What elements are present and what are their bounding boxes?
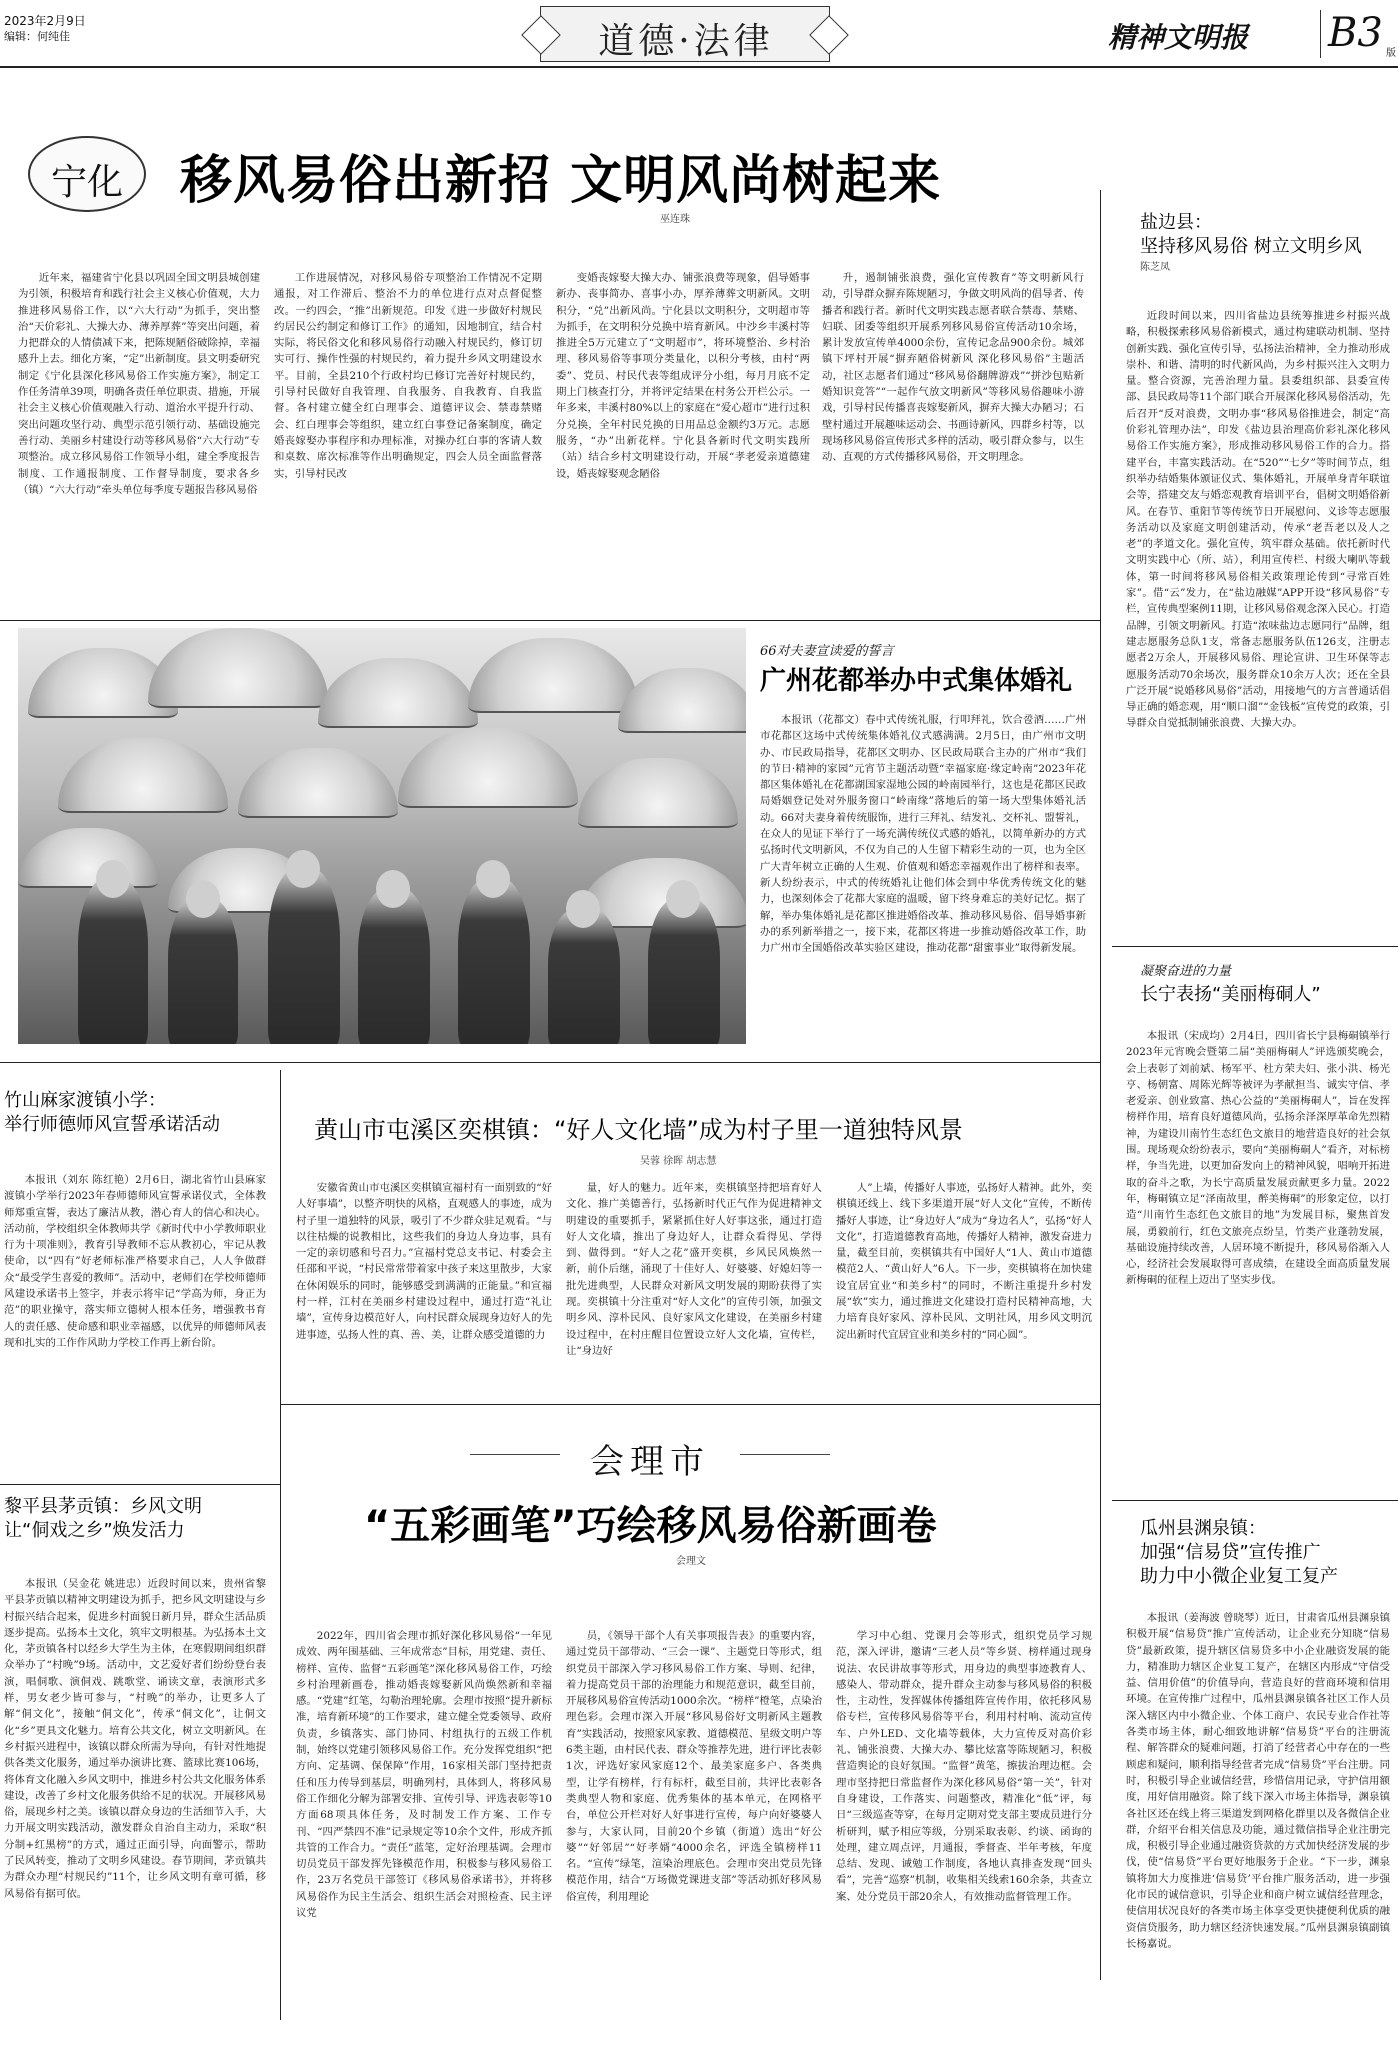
mid-left-1-body: 本报讯（刘东 陈红艳）2月6日，湖北省竹山县麻家渡镇小学举行2023年春师德师风宣誓承诺仪式，全体教师郑重宣誓，表达了廉洁从教，潜心育人的信心和决心。活动前，学校组织全体教师共学《新时代中小学教师职业行为十项准则》，教育引导教师不忘从教初心，牢记从教使命，以“四有”好老师标准严格要求自己，人人争做群众“最受学生喜爱的教师”。活动中，老师们在学校师德师风建设承诺书上签字，并表示将牢记“学高为师，身正为范”的职业操守，落实师立德树人根本任务，增强教书育人的责任感、使命感和职业幸福感，以优异的师德师风表现和扎实的工作作风助力学校工作再上新台阶。 [4, 1174, 266, 1349]
right-article-1-title2: 坚持移风易俗 树立文明乡风 [1140, 236, 1362, 257]
photo-story-body: 本报讯（花都文）春中式传统礼服，行叩拜礼，饮合卺酒……广州市花都区这场中式传统集体婚礼仪式感满满。2月5日，由广州市文明办、市民政局指导，花都区文明办、区民政局联合主办的广州市“我们的节日·精神的家园”元宵节主题活动暨“幸福家庭·缘定岭南”2023年花都区集体婚礼在花都湖国家湿地公园的岭南园举行，这也是花都区民政局婚姻登记处对外服务窗口“岭南缘”落地后的第一场大型集体婚礼活动。66对夫妻身着传统服饰，进行三拜礼、结发礼、交杯礼、盟誓礼，在众人的见证下举行了一场充满传统仪式感的婚礼，以简单新办的方式弘扬时代文明新风，不仅为自己的人生留下精彩生动的一页，也为全区广大青年树立正确的人生观、价值观和婚恋幸福观作出了榜样和表率。新人纷纷表示，中式的传统婚礼让他们体会到中华优秀传统文化的魅力，也深刻体会了花都大家庭的温暖，留下终身难忘的美好记忆。据了解，举办集体婚礼是花都区推进婚俗改革、推动移风易俗、倡导婚事新办的系列新举措之一，接下来，花都区将进一步推动婚俗改革工作，助力广州市全国婚俗改革实验区建设，推动花都“甜蜜事业”取得新发展。 [760, 714, 1086, 955]
issue-date: 2023年2月9日 [4, 14, 86, 28]
mid-left-1-title2: 举行师德师风宣誓承诺活动 [4, 1114, 220, 1135]
masthead: 精神文明报 [1108, 21, 1249, 54]
right-article-3-title: 瓜州县渊泉镇： [1140, 1518, 1266, 1539]
bottom-title: “五彩画笔”巧绘移风易俗新画卷 [364, 1503, 937, 1549]
mid-left-2-title: 黎平县茅贡镇：乡风文明 [4, 1496, 202, 1517]
right-article-2-title: 长宁表扬“美丽梅硐人” [1140, 984, 1321, 1005]
right-article-3-title3: 助力中小微企业复工复产 [1140, 1566, 1338, 1587]
bottom-column-1: 2022年，四川省会理市抓好深化移风易俗“一年见成效、两年围基础、三年成常态”目标，用党建、责任、榜样、宣传、监督“五彩画笔”深化移风易俗工作，巧绘乡村治理新画卷，推动婚丧嫁娶新风尚焕然新和幸福感。“党建”红笔，勾勒治理轮廓。会理市按照“提升新标准，培育新环境”的工作要求，建立健全党委领导、政府负责，乡镇落实、部门协同、村组执行的五级工作机制，始终以党建引领移风易俗工作。充分发挥党组织“把方向、定基调、保保障”作用，16家相关部门坚持把责任和压力传导到基层，明确列村，具体到人，将移风易俗工作细化分解为部署安排、宣传引导、评选表彰等10方面68项具体任务，及时制发工作方案、工作专刊、“四严禁四不准”记录规定等10余个文件，形成齐抓共管的工作合力。“责任”蓝笔，定好治理基调。会理市切员党员干部发挥先锋模范作用，积极参与移风易俗工作，23万名党员干部签订《移风易俗承诺书》，并将移风易俗作为民主生活会、组织生活会对照检查、民主评议党 [296, 1630, 552, 1920]
bottom-badge [560, 1432, 740, 1482]
right-article-1-body: 近段时间以来，四川省盐边县统筹推进乡村振兴战略，积极探索移风易俗新模式，通过构建联动机制、坚持创新实践、强化宣传引导，弘扬法治精神，全力推动形成崇朴、和谐、清明的时代新风尚，为乡村振兴注入文明力量。整合资源，完善治理力量。县委组织部、县委宣传部、县民政局等11个部门联合开展深化移风易俗活动，先后召开“反对浪费，文明办事“移风易俗推进会，制定“高价彩礼管理办法”，印发《盐边县治理高价彩礼深化移风易俗工作实施方案》，形成推动移风易俗工作的合力。搭建平台，丰富实践活动。在“520”“七夕”等时间节点，组织举办结婚集体颁证仪式、集体婚礼，开展单身青年联谊会等，搭建交友与婚恋观教育培训平台，倡树文明婚俗新风。在春节、重阳节等传统节日开展慰问、义诊等志愿服务活动以及家庭文明创建活动，传承“老吾老以及人之老”的孝道文化。强化宣传，筑牢群众基础。依托新时代文明实践中心（所、站），利用宣传栏、村级大喇叭等载体，第一时间将移风易俗相关政策理论传到“寻常百姓家”。借“云”发力，在“盐边融媒”APP开设“移风易俗”专栏，宣传典型案例11期，让移风易俗观念深入民心。打造品牌，引领文明新风。打造“浓味盐边志愿同行”品牌，组建志愿服务总队1支，常备志愿服务队伍126支，注册志愿者2万余人，开展移风易俗、理论宣讲、卫生环保等志愿服务活动70余场次，服务群众10余万人次；还在全县广泛开展“说婚移风易俗”活动，用接地气的方言普通话倡导正确的婚恋观，用“顺口溜”“金钱板”宣传党的政策，引导群众自觉抵制铺张浪费、大操大办。 [1126, 310, 1390, 730]
mid-left-1-title: 竹山麻家渡镇小学： [4, 1090, 166, 1111]
section-title: 道德·法律 [598, 21, 774, 62]
header [0, 0, 1398, 68]
right-article-3-body: 本报讯（姜海波 曾晓琴）近日，甘肃省瓜州县渊泉镇积极开展“信易贷”推广宣传活动，让企业充分知晓“信易贷”最新政策，提升辖区信易贷多中小企业融资发展的能力，精准助力辖区企业复工复产，在辖区内形成“守信受益、信用价值”的价值导向，营造良好的营商环境和信用环境。在宣传推广过程中，瓜州县渊泉镇各社区工作人员深入辖区内中小微企业、个体工商户、农民专业合作社等各类市场主体，耐心细致地讲解“信易贷”平台的注册流程、解答群众的疑难问题，打消了经营者心中存在的一些顾虑和疑问，顺利指导经营者完成“信易贷”平台注册。同时，积极引导企业诚信经营，珍惜信用记录，守护信用额度，用好信用融资。除了线下深入市场主体指导，渊泉镇各社区还在线上将三渠道发到网格化群里以及各微信企业群，介绍平台相关信息及功能，通过微信指导企业注册完成，积极引导企业通过融资贷款的方式加快经济发展的步伐，使“信易贷”平台更好地服务于企业。“下一步，渊泉镇将加大力度推进‘信易贷’平台推广服务活动，进一步强化市民的诚信意识，引导企业和商户树立诚信经营理念，使信用状况良好的各类市场主体享受更快捷便利优质的融资信贷服务，助力辖区经济快速发展。”瓜州县渊泉镇副镇长杨嘉说。 [1126, 1612, 1390, 1950]
lead-title: 移风易俗出新招 文明风尚树起来 [180, 151, 942, 211]
mid-center-column-2: 量，好人的魅力。近年来，奕棋镇坚持把培育好人文化、推广美德善行，弘扬新时代正气作为促进精神文明建设的重要抓手，紧紧抓住好人好事这张，通过打造好人文化墙，推出了身边好人，让群众看得见、学得到、做得到。“好人之花”盛开奕棋，乡风民风焕然一新，前仆后继，涌现了十佳好人、好婆婆、好媳妇等一批先进典型，人民群众对新风文明发展的期盼获得了实现。奕棋镇十分注重对“好人文化”的宣传引领，加强文明乡风、淳朴民风、良好家风文化建设，在美丽乡村建设过程中，在村庄醒目位置设立好人文化墙，宣传栏，让“身边好 [566, 1182, 822, 1357]
lead-badge-text: 宁化 [50, 162, 123, 203]
lead-column-3: 变婚丧嫁娶大操大办、铺张浪费等现象，倡导婚事新办、丧事简办、喜事小办，厚养薄葬文明新风。文明积分，“兑”出新风尚。宁化县以文明积分，文明超市等为抓手，在文明积分兑换中培育新风。中沙乡丰溪村等推进全5万元建立了“文明超市”，将环境整治、乡村治理、移风易俗等事项分类量化，以积分考核，由村“两委”、党员、村民代表等组成评分小组，每月月底不定期上门核查打分，并将评定结果在村务公开栏公示。一年多来，丰溪村80%以上的家庭在“爱心超市”进行过积分兑换，全年村民兑换的日用品总金额约3万元。志愿服务，“办”出新花样。宁化县各新时代文明实践所（站）结合乡村文明建设行动，开展“孝老爱亲道德建设，婚丧嫁娶观念陋俗 [556, 272, 810, 480]
page-suffix: 版 [1386, 48, 1396, 59]
mid-center-author: 吴蓉 徐晖 胡志慧 [640, 1156, 717, 1167]
mid-center-column-3: 人”上墙，传播好人事迹，弘扬好人精神。此外，奕棋镇还线上、线下多渠道开展“好人文化”宣传，不断传播好人事迹，让“身边好人”成为“身边名人”，弘扬“好人文化”，打造道德教育高地，传播好人精神，激发奋进力量，截至目前，奕棋镇共有中国好人“1人、黄山市道德模范2人、“黄山好人”6人。下一步，奕棋镇将在加快建设宜居宜业“和美乡村”的同时，不断注重提升乡村发展“软”实力，通过推进文化建设打造村民精神高地，大力培育良好家风、淳朴民风、文明社风，用乡风文明沉淀出新时代宜居宜业和美乡村的“同心圆”。 [836, 1182, 1092, 1341]
right-article-2-kicker: 凝聚奋进的力量 [1140, 964, 1232, 979]
mid-left-2-body: 本报讯（吴金花 姚进忠）近段时间以来，贵州省黎平县茅贡镇以精神文明建设为抓手，把乡风文明建设与乡村振兴结合起来，促进乡村面貌日新月异，群众生活品质逐步提高。弘扬本土文化，筑牢文明根基。为弘扬本土文化，茅贡镇各村以经乡大学生为主体，在寒假期间组织群众举办了“村晚”9场。活动中，文艺爱好者们纷纷登台表演，唱侗歌、演侗戏、跳歌堂、诵读文章，表演形式多样，男女老少皆可参与，“村晚”的举办，让更多人了解“侗文化”，接触“侗文化”，传承“侗文化”，让侗文化“乡”更具文化魅力。培育公共文化，树立文明新风。在乡村振兴进程中，该镇以群众所需为导向，有针对性地提供各类文化服务，通过举办演讲比赛、篮球比赛106场，将体育文化融入乡风文明中，推进乡村公共文化服务体系建设，改善了乡村文化服务供给不足的状况。开展移风易俗，展现乡村之美。该镇以群众身边的生活细节入手，大力开展文明实践活动，激发群众自治自主动力，采取“积分制+红黑榜”的方式，通过正面引导，向面警示，帮助了民风转变，推动了文明乡风建设。春节期间，茅贡镇共为群众办理“村规民约”11个，让乡风文明有章可循，移风易俗有据可依。 [4, 1578, 266, 1900]
page-number: B3 [1328, 10, 1383, 56]
right-article-3-title2: 加强“信易贷”宣传推广 [1140, 1542, 1321, 1563]
bottom-column-3: 学习中心组、党课月会等形式，组织党员学习规范，深入评讲，邀请“三老人员”等乡贤、榜样通过现身说法、农民讲故事等形式，用身边的典型事迹教育人、感染人、带动群众，提升群众主动参与移风易俗的积极性，主动性，发挥媒体传播组阵宣传作用，依托移风易俗专栏，宣传移风易俗等平台，利用村村响、流动宣传车、户外LED、文化墙等载体，大力宣传反对高价彩礼、铺张浪费、大操大办、攀比炫富等陈规陋习，积极营造舆论的良好氛围。“监督”黄笔，擦拔治理边框。会理市坚持把日常监督作为深化移风易俗“第一关”，针对自身建设，工作落实、问题整改，精准化“低”评，每日“三级巡查等穿，在每月定期对党支部主要成员进行分析研判，赋予相应等级，分别采取表彰、约谈、函询的处理，建立周点评，月通报，季督查、半年考核，年度总结、发现、诫勉工作制度，各地认真排查发现“回头看”，完善“巡察”机制，收集相关线索160余条，共查立案、处分党员干部20余人，有效推动监督管理工作。 [836, 1630, 1092, 1903]
photo-story-kicker: 66对夫妻宣读爱的誓言 [760, 644, 894, 659]
right-article-1-title: 盐边县： [1140, 212, 1212, 233]
lead-badge [28, 136, 146, 212]
bottom-author: 会理文 [676, 1556, 706, 1567]
editor-line: 编辑：何纯佳 [4, 30, 70, 43]
mid-center-column-1: 安徽省黄山市屯溪区奕棋镇宣福村有一面别致的“好人好事墙”，以整齐明快的风格，直观感人的事迹，成为村子里一道独特的风景，吸引了不少群众驻足观看。“与以往枯燥的说教相比，这些我们的身边人身边事，具有一定的亲切感和号召力。”宣福村党总支书记、村委会主任邵和平说，“村民常常带着家中孩子来这里散步，大家在休闲娱乐的同时，能够感受到满满的正能量。”和宣福村一样，江村在美丽乡村建设过程中，通过打造“礼让墙”，宣传身边模范好人，向村民群众展现身边好人的先进事迹，弘扬人性的真、善、美，让群众感受道德的力 [296, 1182, 552, 1341]
lead-column-2: 工作进展情况，对移风易俗专项整治工作情况不定期通报，对工作滞后、整治不力的单位进行点对点督促整改。一约四会，“推”出新规范。印发《进一步做好村规民约居民公约制定和修订工作》的通知，因地制宜，结合村实际，将民俗文化和移风易俗行动融入村规民约，修订切实可行、操作性强的村规民约，着力提升乡风文明建设水平。目前，全县210个行政村均已修订完善好村规民约，引导村民做好自我管理、自我服务、自我教育、自我监督。各村建立健全红白理事会、道德评议会、禁毒禁赌会、红白理事会等组织，建立红白事登记备案制度，确定婚丧嫁娶办事程序和办理标准，对操办红白事的客请人数和桌数、席次标准等作出明确规定，四会人员全面监督落实，引导村民改 [274, 272, 542, 480]
bottom-badge-text: 会理市 [590, 1442, 710, 1482]
photo-story-title: 广州花都举办中式集体婚礼 [760, 666, 1073, 696]
lead-author: 巫连珠 [660, 214, 690, 225]
section-banner [540, 6, 830, 62]
right-article-2-body: 本报讯（宋成均）2月4日，四川省长宁县梅硐镇举行2023年元宵晚会暨第二届“美丽梅硐人”评选颁奖晚会，会上表彰了刘前斌、杨军平、杜方荣夫妇、张小洪、杨光亨、杨朝富、周陈光辉等被评为孝献担当、诚实守信、孝老爱亲、创业致富、热心公益的“美丽梅硐人”，旨在发挥榜样作用，培育良好道德风尚，弘扬余泽深厚革命先烈精神，为建设川南竹生态红色文旅目的地营造良好的社会氛围。现场观众纷纷表示，要向“美丽梅硐人”看齐，对标榜样，争当先进，以更加奋发向上的精神风貌，唱响开拓进取的奋斗之歌，为长宁高质量发展贡献更多力量。2022年，梅硐镇立足“泽南故里，醉美梅硐”的形象定位，以打造“川南竹生态红色文旅目的地”为发展目标，聚焦首发展，勇毅前行，红色文旅亮点纷呈，竹类产业蓬勃发展，基础设施持续改善，人居环境不断提升，移风易俗渐入人心，经济社会发展取得可喜成绩，在建设全面高质量发展新梅硐的征程上迈出了坚实步伐。 [1126, 1030, 1390, 1287]
lead-column-1: 近年来，福建省宁化县以巩固全国文明县城创建为引领，积极培育和践行社会主义核心价值观，大力推进移风易俗工作，以“六大行动”为抓手，突出整治“天价彩礼、大操大办、薄养厚葬”等突出问题，着力把群众的人情债减下来，把陈规陋俗破除掉，幸福感升上去。细化方案，“定”出新制度。县文明委研究制定《宁化县深化移风易俗工作实施方案》，制定工作任务清单39项，明确各责任单位职责、措施，开展社会主义核心价值观融入行动、道治水平提升行动、突出问题攻坚行动、典型示范引领行动、基础设施完善行动、美丽乡村建设行动等移风易俗“六大行动”专项整治。成立移风易俗工作领导小组，建全季度报告制度、工作通报制度、工作督导制度，要求各乡（镇）“六大行动”牵头单位每季度专题报告移风易俗 [18, 272, 260, 496]
wedding-photo [18, 628, 746, 1044]
bottom-column-2: 员，《领导干部个人有关事项报告表》的重要内容，通过党员干部带动、“三会一课”、主题党日等形式，组织党员干部深入学习移风易俗工作方案、导则、纪律，着力提高党员干部的治理能力和规范意识，截至目前，开展移风易俗宣传活动1000余次。“榜样”橙笔，点染治理色彩。会理市深入开展“移风易俗好文明新风主题教育”实践活动，按照家风家教、道德模范、星级文明户等6类主题，由村民代表、群众等推荐先进，进行评比表彰1次，评选好家风家庭12个、最美家庭多户、各类典型，让学有榜样，行有标杆，截至目前，共评比表彰各类典型人物和家庭、优秀集体的基本单元，在网格平台，单位公开栏对好人好事进行宣传，每户向好婆婆人参与，大家认同，目前20个乡镇（街道）选出“好公婆”“好邻居”“好孝婿”4000余名，评选全镇榜样11名。“宣传”绿笔，渲染治理底色。会理市突出党员先锋模范作用，结合“万场微党课进支部”等活动抓好移风易俗宣传，利用理论 [566, 1630, 822, 1903]
lead-column-4: 升，遏制铺张浪费，强化宣传教育”等文明新风行动，引导群众摒弃陈规陋习，争做文明风尚的倡导者、传播者和践行者。新时代文明实践志愿者联合禁毒、禁赌、妇联、团委等组织开展系列移风易俗宣传活动10余场，累计发放宣传单4000余份，宣传记念品900余份。城郊镇下坪村开展“摒弃陋俗树新风 深化移风易俗”主题活动，社区志愿者们通过“移风易俗翻牌游戏”“拼沙包贴新婚知识竞答”“一起作气放文明新风”等移风易俗趣味小游戏，引导村民传播喜丧嫁娶新风，摒弃大操大办陋习；石壁村通过开展趣味运动会、书画诗新风，四群乡村等，以现场移风易俗宣传形式多样的活动，吸引群众参与，以生动、直观的方式传播移风易俗，开文明理念。 [822, 272, 1084, 464]
right-article-1-author: 陈芝凤 [1140, 262, 1170, 273]
mid-left-2-title2: 让“侗戏之乡”焕发活力 [4, 1520, 185, 1541]
mid-center-title: 黄山市屯溪区奕棋镇：“好人文化墙”成为村子里一道独特风景 [314, 1116, 963, 1144]
